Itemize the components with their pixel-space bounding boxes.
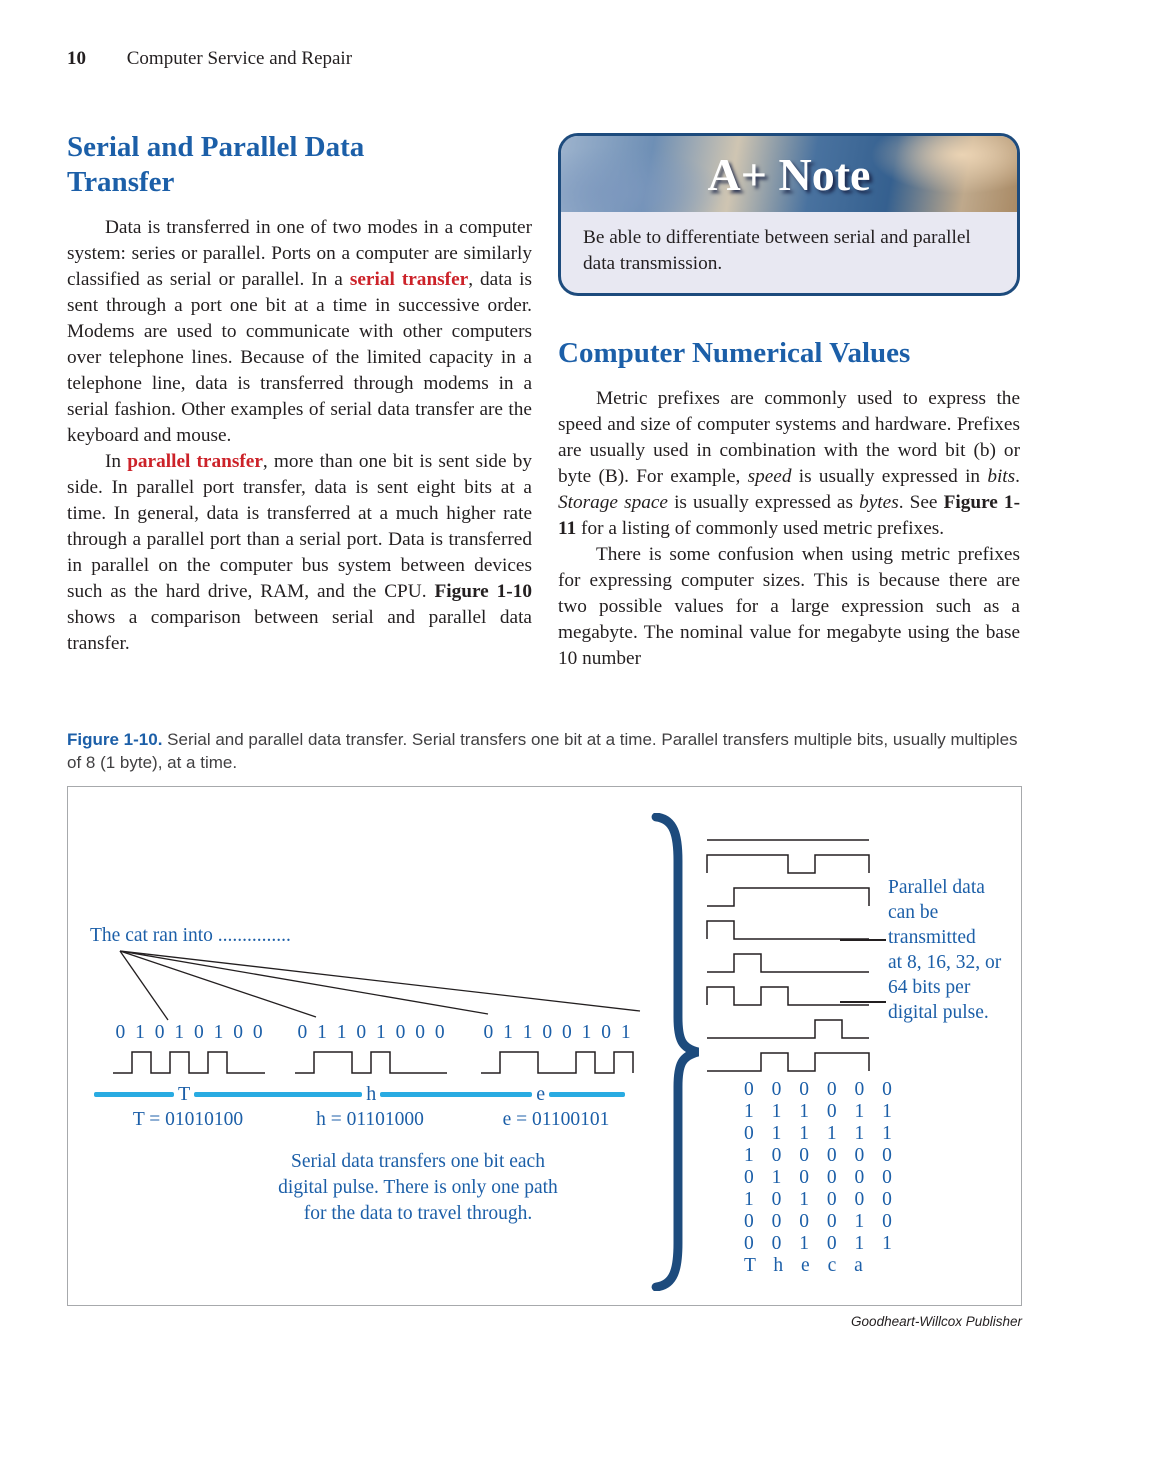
equation-e: e = 01100101	[502, 1109, 610, 1130]
parallel-label-line: can be	[888, 902, 939, 923]
italic-term-storage-space: Storage space	[558, 491, 668, 513]
figure-reference: Figure 1-11	[558, 491, 1020, 539]
text-run: , data is sent through a port one bit at a time in successive order. Modems are used to communicate with other computers over telephone lines. Because of the limited capacity in a telephone line, data is transferred through modems in a serial fashion. Other examples of serial data transfer are the keyboard and mouse.	[67, 268, 532, 446]
text-run: is usually expressed as	[667, 491, 860, 513]
figure-reference: Figure 1-10	[434, 580, 533, 602]
figure-caption-text: Serial and parallel data transfer. Serial transfers one bit at a time. Parallel transfers multiple bits, usually multiples of 8 (1 byte), at a time.	[67, 730, 1018, 772]
parallel-waveform	[706, 978, 876, 1010]
serial-waveform-T	[112, 1046, 266, 1078]
text-run: . See	[898, 491, 944, 513]
binary-string: 0 1 1 0 0 1 0 1	[483, 1022, 631, 1043]
italic-term-bytes: bytes	[859, 491, 899, 513]
parallel-wave-row	[706, 846, 876, 879]
paragraph-confusion: There is some confusion when using metric prefixes for expressing computer sizes. This is because there are two possible values for a large expression such as a megabyte. The nominal value for megabyte using the base 10 number	[558, 543, 1020, 669]
text-run: Data is transferred in one of two modes in a computer system: series or parallel. Ports on a computer are similarly classified as serial or parallel. In a	[67, 216, 532, 290]
serial-group-e	[480, 1022, 634, 1078]
serial-explanation-line: for the data to travel through.	[303, 1203, 533, 1224]
right-column	[558, 336, 1020, 672]
text-run: shows a comparison between serial and parallel data transfer.	[67, 606, 532, 654]
label-leader-line	[840, 1001, 886, 1003]
parallel-waveforms	[706, 813, 876, 1077]
parallel-label-line: transmitted	[888, 927, 976, 948]
equation-T: T = 01010100	[132, 1109, 244, 1130]
text-run: is usually expressed in	[791, 465, 988, 487]
serial-timeline	[94, 1083, 658, 1105]
timeline-segment	[549, 1092, 625, 1097]
figure-caption-label: Figure 1-10.	[67, 730, 163, 749]
serial-explanation-line: digital pulse. There is only one path	[278, 1177, 558, 1198]
parallel-wave-row	[706, 978, 876, 1011]
section-heading-numerical-values: Computer Numerical Values	[558, 337, 911, 369]
letter-h: h	[366, 1082, 377, 1105]
binary-string: 0 1 1 0 1 0 0 0	[297, 1022, 445, 1043]
text-run: , more than one bit is sent side by side. In parallel port transfer, data is sent eight bits at a time. In general, data is transferred at a much higher rate through a parallel port than a serial port. Data is transferred in parallel on the computer bus system between devices such as the hard drive, RAM, and the CPU.	[67, 450, 532, 602]
parallel-waveform	[706, 879, 876, 911]
matrix-row: 1 0 1 0 0 0	[744, 1189, 892, 1210]
matrix-row: 1 0 0 0 0 0	[744, 1145, 892, 1166]
parallel-wave-row	[706, 879, 876, 912]
key-term-parallel-transfer: parallel transfer	[127, 450, 263, 472]
text-run: for a listing of commonly used metric prefixes.	[576, 517, 945, 539]
parallel-label	[888, 875, 1010, 1025]
matrix-row: 0 1 1 1 1 1	[744, 1123, 892, 1144]
heading-line-1: Serial and Parallel Data	[67, 131, 365, 163]
paragraph-serial	[67, 215, 532, 449]
serial-waveform-e	[480, 1046, 634, 1078]
parallel-wave-row	[706, 945, 876, 978]
parallel-waveform	[706, 813, 876, 845]
equation-h: h = 01101000	[316, 1109, 424, 1130]
note-body	[561, 212, 1017, 293]
timeline-segment	[194, 1092, 362, 1097]
figure-caption	[67, 728, 1022, 774]
a-plus-note-box	[558, 133, 1020, 296]
parallel-waveform	[706, 1044, 876, 1076]
serial-group-h	[294, 1022, 448, 1078]
note-title: A+ Note	[707, 148, 871, 200]
note-text: Be able to differentiate between serial and parallel data transmission.	[583, 227, 971, 274]
serial-sentence-label: The cat ran into ...............	[90, 925, 291, 946]
label-leader-line	[840, 939, 886, 941]
note-header-photo	[561, 136, 1017, 212]
parallel-waveform	[706, 945, 876, 977]
timeline-segment	[380, 1092, 532, 1097]
running-head	[67, 48, 352, 70]
matrix-row: 1 1 1 0 1 1	[744, 1101, 892, 1122]
text-run: .	[1015, 465, 1020, 487]
parallel-wave-row	[706, 813, 876, 846]
publisher-credit: Goodheart-Willcox Publisher	[851, 1314, 1022, 1329]
key-term-serial-transfer: serial transfer	[349, 268, 469, 290]
binary-string: 0 1 0 1 0 1 0 0	[115, 1022, 263, 1043]
text-run: Metric prefixes are commonly used to express the speed and size of computer systems and hardware. Prefixes are usually used in combination with the word bit (b) or byte (B). For example,	[558, 387, 1020, 487]
matrix-letters-row: T h e c a	[744, 1255, 863, 1276]
text-run: In	[105, 450, 128, 472]
parallel-waveform	[706, 1011, 876, 1043]
parallel-label-line: digital pulse.	[888, 1002, 989, 1023]
serial-explanation	[218, 1149, 618, 1227]
parallel-label-line: 64 bits per	[888, 977, 971, 998]
paragraph-metric-prefixes	[558, 386, 1020, 542]
book-title: Computer Service and Repair	[126, 48, 353, 69]
page-number: 10	[67, 48, 86, 69]
figure-1-10-diagram	[67, 786, 1022, 1306]
letter-T: T	[178, 1082, 191, 1105]
matrix-row: 0 0 1 0 1 1	[744, 1233, 892, 1254]
serial-group-T	[112, 1022, 266, 1078]
parallel-label-line: at 8, 16, 32, or	[888, 952, 1002, 973]
letter-e: e	[536, 1082, 546, 1105]
parallel-waveform	[706, 846, 876, 878]
serial-waveform-h	[294, 1046, 448, 1078]
paragraph-parallel	[67, 449, 532, 657]
timeline-segment	[94, 1092, 174, 1097]
italic-term-speed: speed	[747, 465, 792, 487]
italic-term-bits: bits	[987, 465, 1016, 487]
left-column	[67, 130, 532, 657]
parallel-bit-matrix	[744, 1079, 892, 1277]
curly-brace	[644, 813, 704, 1291]
matrix-row: 0 0 0 0 1 0	[744, 1211, 892, 1232]
matrix-row: 0 0 0 0 0 0	[744, 1079, 892, 1100]
parallel-wave-row	[706, 1011, 876, 1044]
serial-explanation-line: Serial data transfers one bit each	[291, 1151, 545, 1172]
matrix-row: 0 1 0 0 0 0	[744, 1167, 892, 1188]
section-heading-serial-parallel	[67, 130, 532, 200]
parallel-label-line: Parallel data	[888, 877, 985, 898]
parallel-wave-row	[706, 1044, 876, 1077]
heading-line-2: Transfer	[67, 165, 175, 198]
